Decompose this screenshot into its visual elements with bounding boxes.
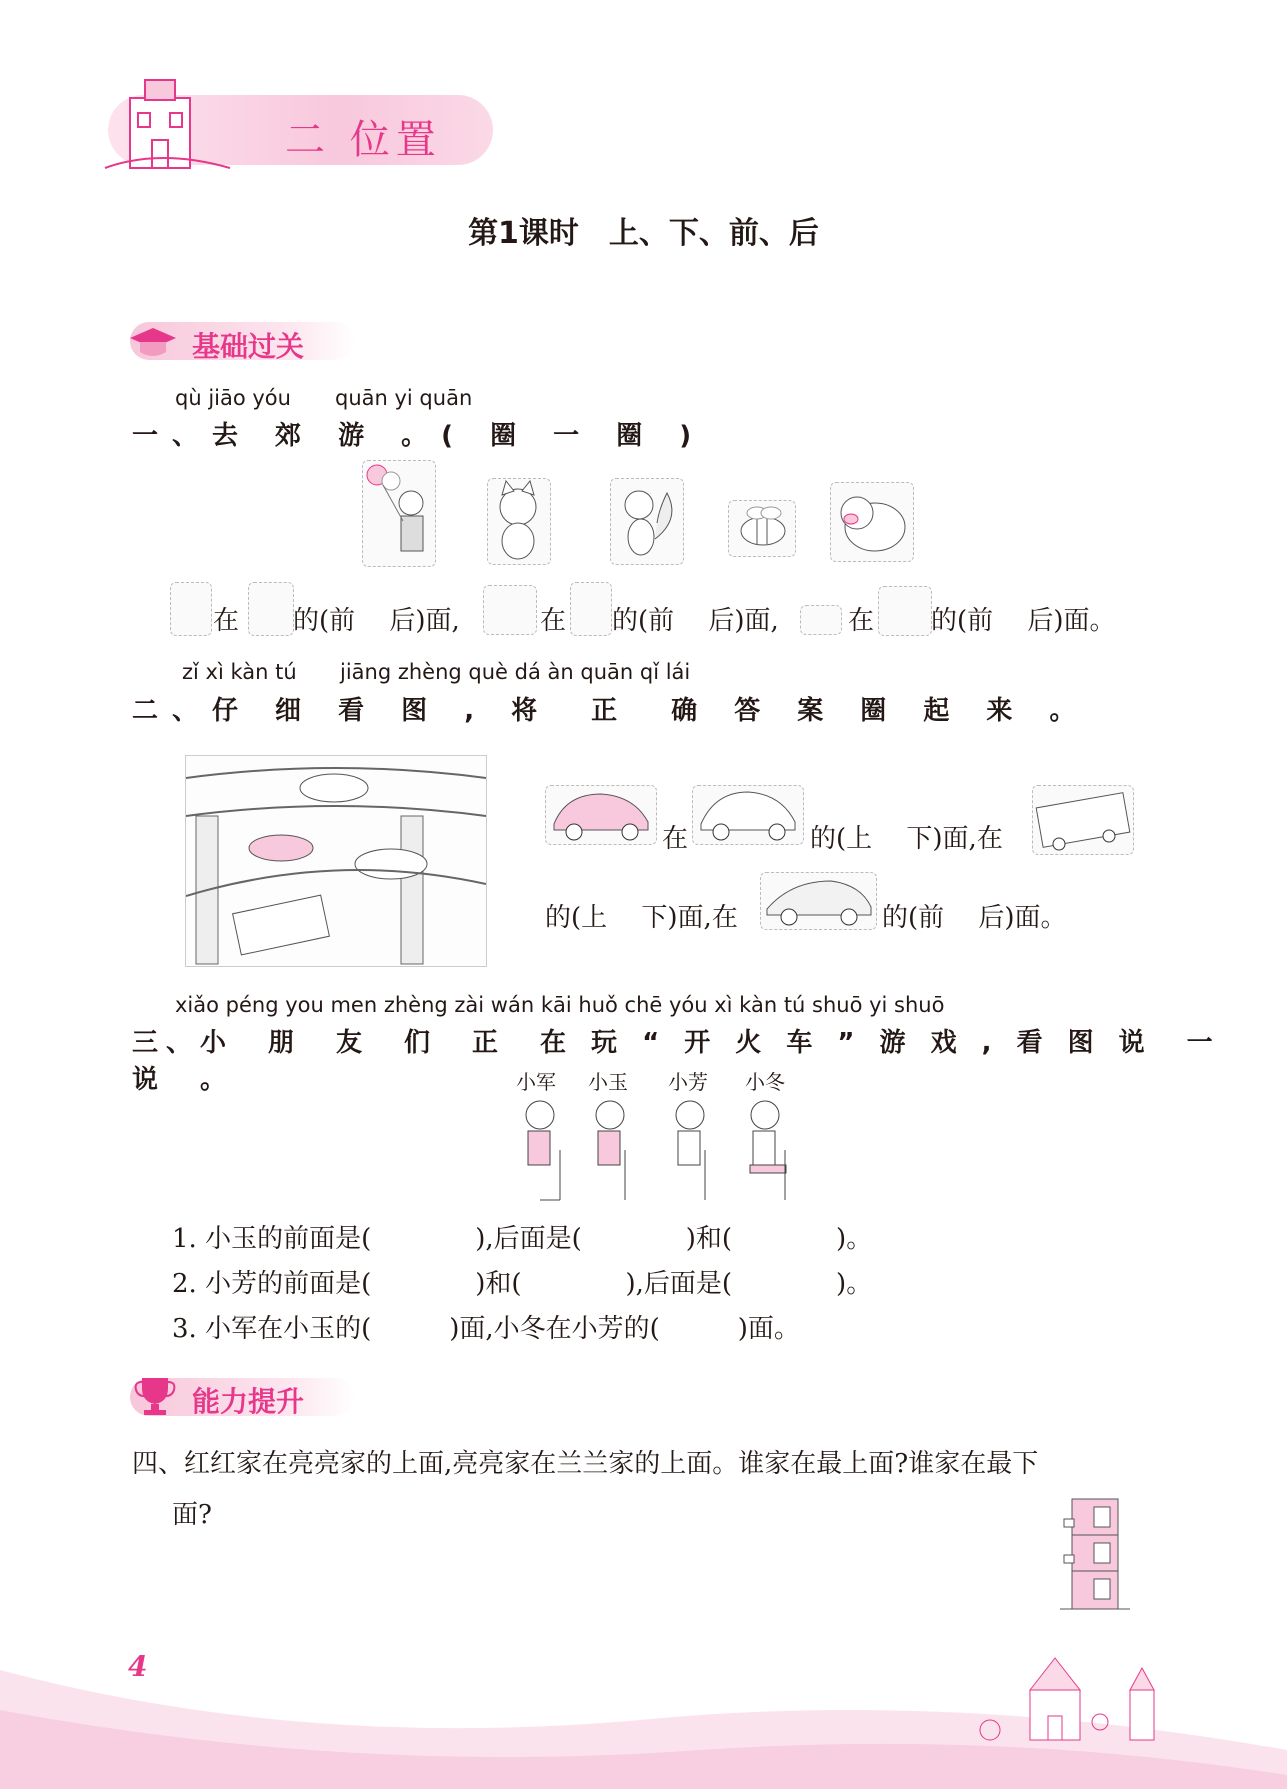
cat-small-icon-2	[570, 582, 612, 636]
bee-small-icon	[800, 605, 842, 635]
cat-illustration	[487, 478, 551, 565]
q3-item-3[interactable]: 3. 小军在小玉的( )面,小冬在小芳的( )面。	[172, 1314, 800, 1344]
bus-icon	[1032, 785, 1134, 855]
section-advanced-title: 能力提升	[192, 1385, 305, 1418]
q2-title: 二、仔 细 看 图 , 将 正 确 答 案 圈 起 来 。	[132, 696, 1090, 726]
kid-label-xiaoyu: 小玉	[588, 1070, 628, 1094]
q1-title: 一、去 郊 游 。( 圈 一 圈 )	[132, 421, 706, 451]
kid-label-xiaojun: 小军	[516, 1070, 556, 1094]
q1-zai-3: 在	[848, 606, 875, 636]
kids-train-game-illustration	[510, 1095, 800, 1205]
squirrel-illustration	[610, 478, 684, 565]
overpass-traffic-illustration	[185, 755, 487, 967]
q3-item-1[interactable]: 1. 小玉的前面是( ),后面是( )和( )。	[172, 1224, 873, 1254]
q1-pinyin-a: qù jiāo yóu	[175, 386, 291, 410]
q2-choice-3[interactable]: 的(前 后)面。	[882, 903, 1067, 933]
monkey-balloon-illustration	[362, 460, 436, 567]
q3-pinyin: xiǎo péng you men zhèng zài wán kāi huǒ chē yóu xì kàn tú shuō yi shuō	[175, 993, 945, 1017]
q2-choice-1[interactable]: 的(上 下)面,在	[810, 824, 1003, 854]
q1-choice-3[interactable]: 的(前 后)面。	[931, 606, 1116, 636]
q1-zai-2: 在	[540, 606, 567, 636]
squirrel-small-icon	[248, 582, 294, 636]
pig-small-icon-2	[878, 586, 932, 636]
q3-item-2[interactable]: 2. 小芳的前面是( )和( ),后面是( )。	[172, 1269, 873, 1299]
pig-small-icon	[483, 585, 537, 635]
q3-title: 三、小 朋 友 们 正 在 玩 “ 开 火 车 ” 游 戏 , 看 图 说 一 说 。	[132, 1028, 1255, 1095]
q1-pinyin-b: quān yi quān	[335, 386, 473, 410]
town-castle-icon	[960, 1650, 1190, 1750]
cat-small-icon	[170, 582, 212, 636]
apartment-building-icon	[1060, 1495, 1130, 1615]
kid-label-xiaofang: 小芳	[668, 1070, 708, 1094]
kid-label-xiaodong: 小冬	[745, 1070, 785, 1094]
q2-pinyin-b: jiāng zhèng què dá àn quān qǐ lái	[340, 660, 691, 684]
pig-illustration	[830, 482, 914, 562]
q2-choice-2[interactable]: 的(上 下)面,在	[545, 903, 738, 933]
bee-illustration	[728, 500, 796, 557]
grey-car-icon	[760, 872, 877, 930]
q1-choice-1[interactable]: 的(前 后)面,	[293, 606, 460, 636]
school-building-icon	[100, 68, 240, 178]
section-basic-title: 基础过关	[192, 330, 305, 363]
q2-pinyin-a: zǐ xì kàn tú	[182, 660, 297, 684]
q4-line-2: 面?	[172, 1500, 212, 1530]
white-car-icon	[692, 785, 804, 845]
chapter-title: 二 位置	[285, 117, 442, 163]
lesson-title: 第1课时 上、下、前、后	[468, 216, 819, 251]
q1-zai-1: 在	[213, 606, 240, 636]
pink-car-icon	[545, 785, 657, 845]
page-number: 4	[128, 1650, 148, 1683]
graduation-cap-icon	[128, 322, 178, 362]
q2-zai-1: 在	[662, 824, 689, 854]
q4-line-1: 四、红红家在亮亮家的上面,亮亮家在兰兰家的上面。谁家在最上面?谁家在最下	[132, 1449, 1039, 1479]
q1-choice-2[interactable]: 的(前 后)面,	[612, 606, 779, 636]
trophy-icon	[132, 1374, 178, 1418]
